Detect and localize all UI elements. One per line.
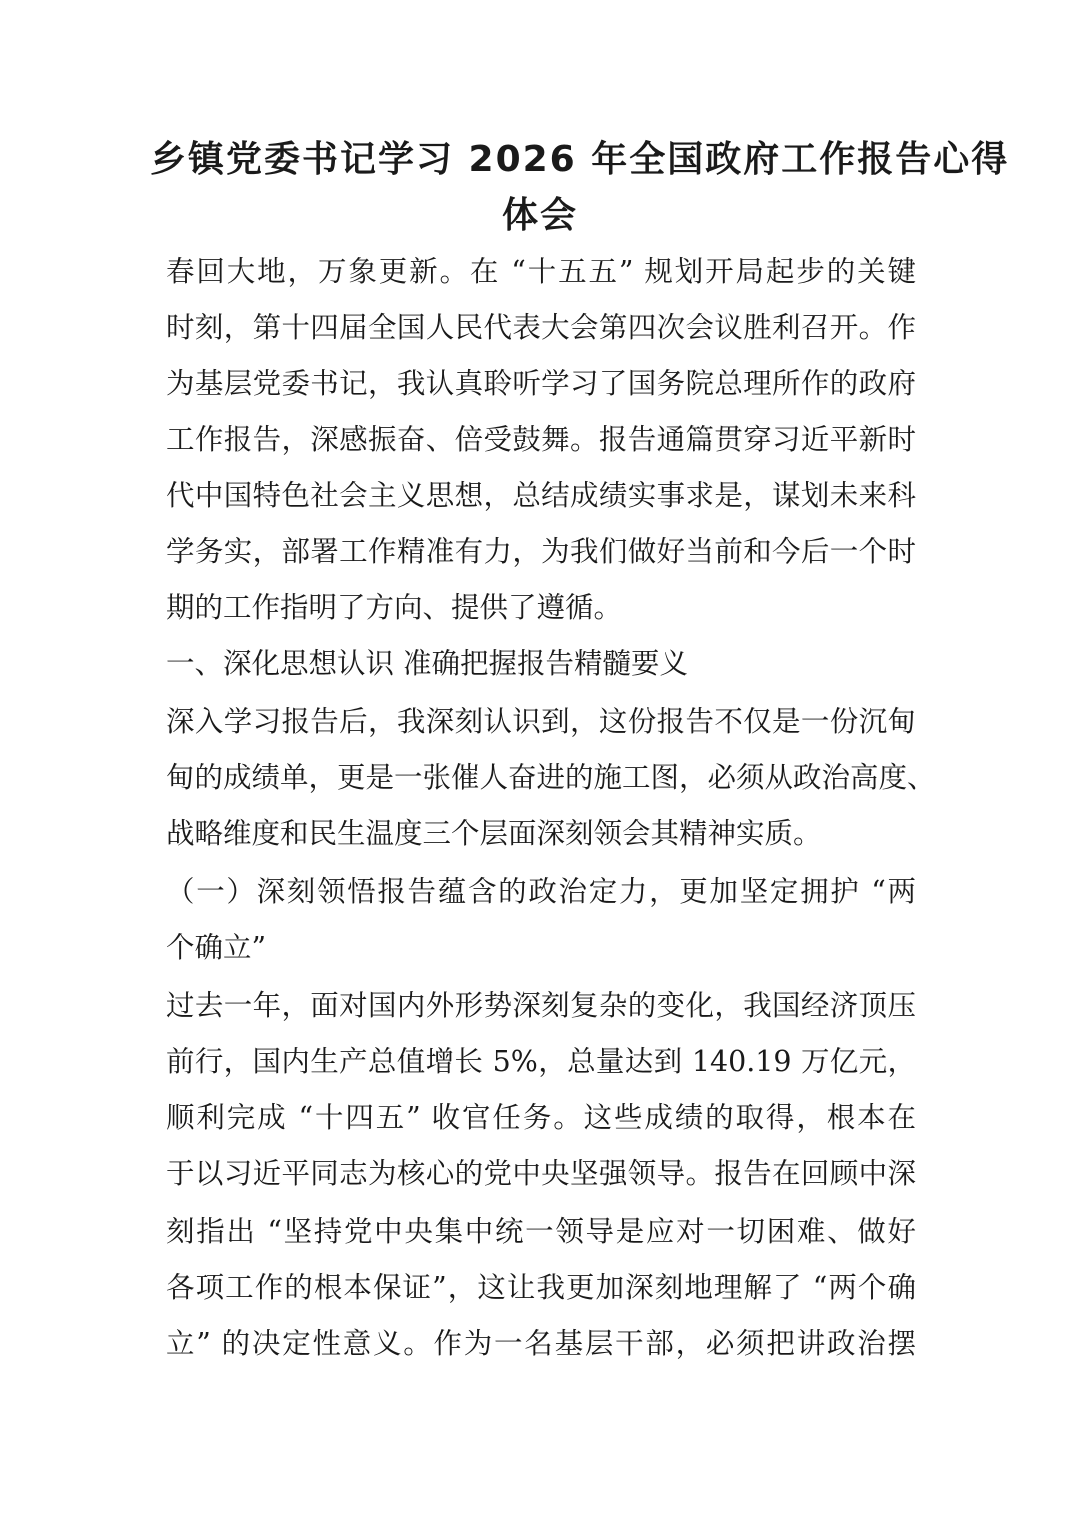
body-line: 刻指出 “坚持党中央集中统一领导是应对一切困难、做好 — [166, 1215, 916, 1248]
body-line: 各项工作的根本保证”，这让我更加深刻地理解了 “两个确 — [166, 1271, 916, 1304]
body-line: 前行，国内生产总值增长 5%，总量达到 140.19 万亿元， — [166, 1045, 916, 1078]
body-line: 期的工作指明了方向、提供了遵循。 — [166, 591, 623, 624]
section-heading: 一、深化思想认识 准确把握报告精髓要义 — [166, 647, 689, 680]
subsection-heading: 个确立” — [166, 931, 267, 964]
body-line: 深入学习报告后，我深刻认识到，这份报告不仅是一份沉甸 — [166, 705, 916, 738]
body-line: 甸的成绩单，更是一张催人奋进的施工图，必须从政治高度、 — [166, 761, 936, 794]
body-line: 代中国特色社会主义思想，总结成绩实事求是，谋划未来科 — [166, 479, 916, 512]
body-line: 顺利完成 “十四五” 收官任务。这些成绩的取得，根本在 — [166, 1101, 916, 1134]
body-line: 春回大地，万象更新。在 “十五五” 规划开局起步的关键 — [166, 255, 916, 288]
body-line: 战略维度和民生温度三个层面深刻领会其精神实质。 — [166, 817, 822, 850]
document-title-line-2: 体会 — [501, 195, 578, 236]
body-line: 工作报告，深感振奋、倍受鼓舞。报告通篇贯穿习近平新时 — [166, 423, 916, 456]
document-title-line-1: 乡镇党委书记学习 2026 年全国政府工作报告心得 — [150, 139, 1010, 180]
body-line: 于以习近平同志为核心的党中央坚强领导。报告在回顾中深 — [166, 1157, 916, 1190]
body-line: 为基层党委书记，我认真聆听学习了国务院总理所作的政府 — [166, 367, 916, 400]
body-line: 学务实，部署工作精准有力，为我们做好当前和今后一个时 — [166, 535, 916, 568]
body-line: 立” 的决定性意义。作为一名基层干部，必须把讲政治摆 — [166, 1327, 916, 1360]
body-line: 过去一年，面对国内外形势深刻复杂的变化，我国经济顶压 — [166, 989, 916, 1022]
subsection-heading: （一）深刻领悟报告蕴含的政治定力，更加坚定拥护 “两 — [166, 875, 916, 908]
body-line: 时刻，第十四届全国人民代表大会第四次会议胜利召开。作 — [166, 311, 916, 344]
